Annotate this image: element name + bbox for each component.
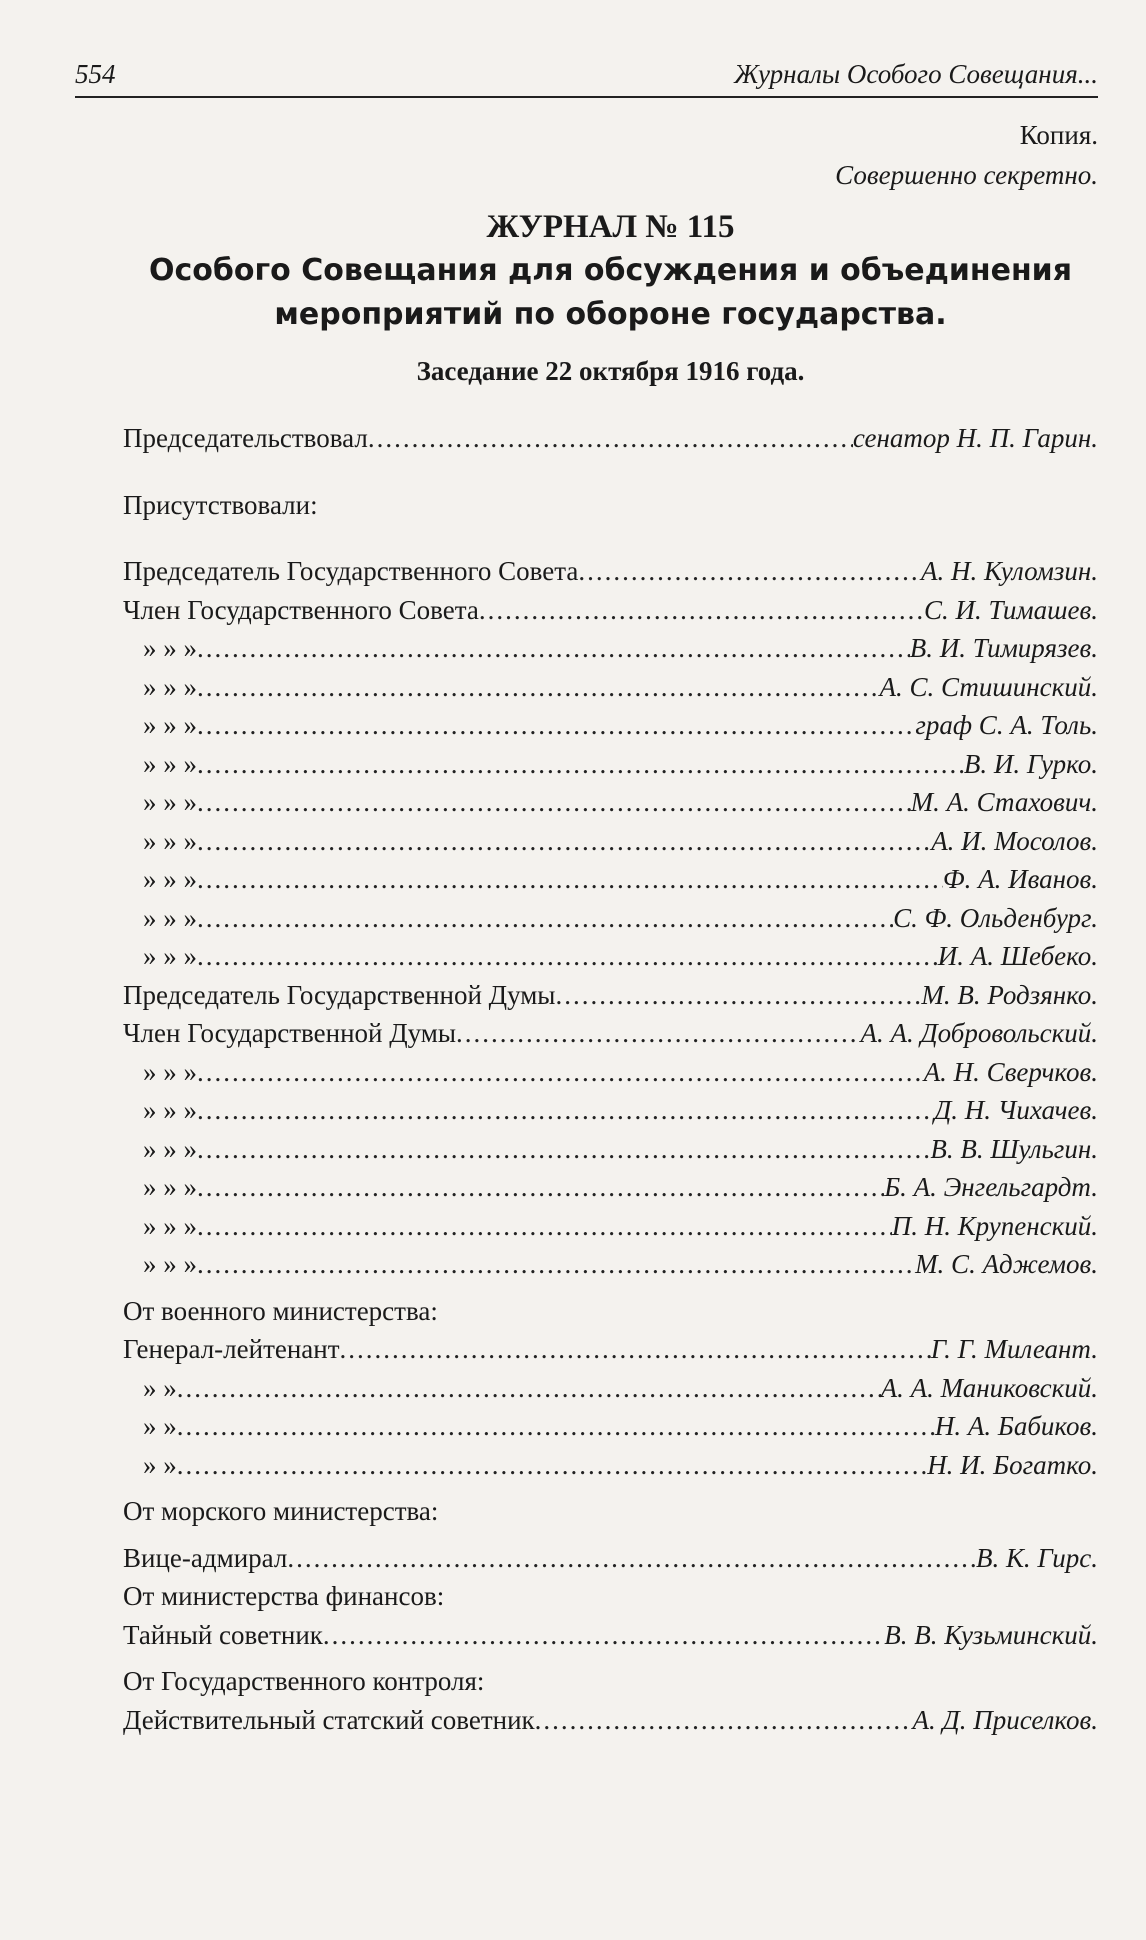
- leader-dots: [197, 783, 911, 822]
- attendee-name: А. Н. Куломзин.: [920, 556, 1098, 586]
- attendee-name: А. С. Стишинский.: [879, 671, 1098, 702]
- attendee-row: [123, 1701, 1098, 1740]
- leader-dots: [197, 1245, 915, 1284]
- attendee-position: » » »: [143, 748, 197, 779]
- attendee-row: [123, 1369, 1098, 1408]
- attendee-position: Председатель Государственной Думы: [123, 979, 556, 1010]
- chair-row: [123, 419, 1098, 458]
- attendee-row: [123, 1130, 1098, 1169]
- chair-name: сенатор Н. П. Гарин.: [852, 423, 1098, 453]
- attendee-row: [123, 1407, 1098, 1446]
- attendee-row: [123, 1091, 1098, 1130]
- leader-dots: [535, 1701, 913, 1740]
- attendee-name: А. А. Добровольский.: [860, 1018, 1098, 1048]
- present-label: Присутствовали:: [123, 489, 318, 520]
- leader-dots: [197, 899, 893, 938]
- attendee-row: [123, 706, 1098, 745]
- attendee-name: С. И. Тимашев.: [924, 594, 1098, 625]
- attendee-row: [123, 937, 1098, 976]
- attendee-name: С. Ф. Ольденбург.: [893, 902, 1098, 933]
- leader-dots: [197, 860, 943, 899]
- attendee-position: » » »: [143, 671, 197, 702]
- attendee-position: » » »: [143, 1133, 197, 1164]
- attendee-row: [123, 1168, 1098, 1207]
- attendee-position: » » »: [143, 633, 197, 663]
- war-ministry-list: [123, 1330, 1098, 1484]
- attendee-name: Г. Г. Милеант.: [930, 1334, 1098, 1364]
- attendee-position: » » »: [143, 710, 197, 740]
- leader-dots: [197, 937, 938, 976]
- attendee-name: В. В. Кузьминский.: [884, 1619, 1098, 1650]
- attendee-row: [123, 822, 1098, 861]
- attendee-row: [123, 899, 1098, 938]
- leader-dots: [197, 1091, 934, 1130]
- leader-dots: [368, 419, 853, 458]
- leader-dots: [323, 1616, 884, 1655]
- copy-mark: Копия.: [1019, 120, 1098, 150]
- attendee-name: В. К. Гирс.: [975, 1542, 1098, 1573]
- leader-dots: [197, 1207, 892, 1246]
- leader-dots: [340, 1330, 931, 1369]
- journal-title: ЖУРНАЛ № 115: [486, 209, 735, 245]
- journal-subtitle-line-2: мероприятий по обороне государства.: [274, 297, 947, 332]
- leader-dots: [555, 976, 921, 1015]
- attendee-name: В. И. Гурко.: [963, 748, 1098, 779]
- attendee-position: Тайный советник: [123, 1619, 323, 1650]
- attendee-position: » » »: [143, 1095, 197, 1125]
- attendee-name: А. И. Мосолов.: [931, 825, 1098, 856]
- attendee-position: Член Государственного Совета: [123, 594, 479, 625]
- attendee-name: Ф. А. Иванов.: [942, 864, 1098, 894]
- session-date: Заседание 22 октября 1916 года.: [416, 356, 805, 386]
- attendee-row: [123, 552, 1098, 591]
- attendee-name: А. Н. Сверчков.: [923, 1056, 1098, 1087]
- page-number: 554: [75, 59, 116, 89]
- attendee-name: А. А. Маниковский.: [880, 1372, 1098, 1403]
- attendee-name: А. Д. Приселков.: [912, 1704, 1098, 1735]
- attendee-name: Н. А. Бабиков.: [934, 1411, 1098, 1441]
- leader-dots: [197, 1130, 930, 1169]
- leader-dots: [578, 552, 921, 591]
- attendee-position: Председатель Государственного Совета: [123, 556, 579, 586]
- attendee-name: Б. А. Энгельгардт.: [884, 1172, 1098, 1202]
- attendee-position: » »: [143, 1449, 177, 1480]
- secret-mark: Совершенно секретно.: [835, 160, 1098, 190]
- attendee-position: » » »: [143, 1056, 197, 1087]
- attendee-row: [123, 1207, 1098, 1246]
- running-title: Журналы Особого Совещания...: [734, 59, 1098, 89]
- page-header: [75, 50, 1098, 98]
- attendee-row: [123, 668, 1098, 707]
- attendee-row: [123, 1330, 1098, 1369]
- leader-dots: [479, 591, 924, 630]
- attendee-position: » » »: [143, 902, 197, 933]
- leader-dots: [177, 1407, 935, 1446]
- document-body: [123, 115, 1098, 1739]
- attendee-row: [123, 1446, 1098, 1485]
- attendee-position: » » »: [143, 1249, 197, 1279]
- attendee-name: граф С. А. Толь.: [915, 710, 1098, 740]
- attendee-row: [123, 745, 1098, 784]
- leader-dots: [177, 1446, 927, 1485]
- attendee-row: [123, 1245, 1098, 1284]
- attendee-row: [123, 976, 1098, 1015]
- war-ministry-heading: От военного министерства:: [123, 1295, 438, 1326]
- attendee-name: И. А. Шебеко.: [937, 941, 1098, 971]
- attendee-name: В. В. Шульгин.: [930, 1133, 1098, 1164]
- leader-dots: [456, 1014, 860, 1053]
- leader-dots: [287, 1539, 976, 1578]
- attendee-row: [123, 783, 1098, 822]
- leader-dots: [177, 1369, 881, 1408]
- attendee-position: » » »: [143, 1210, 197, 1241]
- leader-dots: [197, 822, 931, 861]
- attendee-position: » » »: [143, 941, 197, 971]
- chair-label: Председательствовал: [123, 423, 368, 453]
- attendee-position: » » »: [143, 1172, 197, 1202]
- attendee-row: [123, 591, 1098, 630]
- attendee-name: Н. И. Богатко.: [927, 1449, 1098, 1480]
- attendee-position: » » »: [143, 864, 197, 894]
- attendee-row: [123, 860, 1098, 899]
- leader-dots: [197, 745, 964, 784]
- attendee-row: [123, 1014, 1098, 1053]
- finance-ministry-heading: От министерства финансов:: [123, 1581, 445, 1611]
- leader-dots: [197, 629, 910, 668]
- attendee-row: [123, 629, 1098, 668]
- journal-subtitle-line-1: Особого Совещания для обсуждения и объединения: [149, 253, 1072, 288]
- attendee-position: Действительный статский советник: [123, 1704, 535, 1735]
- attendee-position: » » »: [143, 787, 197, 817]
- leader-dots: [197, 1168, 884, 1207]
- attendee-row: [123, 1539, 1098, 1578]
- council-members-list: [123, 552, 1098, 976]
- attendee-position: Член Государственной Думы: [123, 1018, 457, 1048]
- leader-dots: [197, 706, 915, 745]
- attendee-name: М. С. Аджемов.: [915, 1249, 1098, 1279]
- attendee-name: В. И. Тимирязев.: [909, 633, 1098, 663]
- attendee-row: [123, 1053, 1098, 1092]
- attendee-position: Генерал-лейтенант: [123, 1334, 340, 1364]
- attendee-name: П. Н. Крупенский.: [891, 1210, 1098, 1241]
- attendee-name: Д. Н. Чихачев.: [934, 1095, 1098, 1125]
- attendee-position: » »: [143, 1411, 177, 1441]
- attendee-position: » »: [143, 1372, 177, 1403]
- leader-dots: [197, 668, 879, 707]
- duma-members-list: [123, 976, 1098, 1284]
- attendee-name: М. А. Стахович.: [910, 787, 1098, 817]
- attendee-name: М. В. Родзянко.: [921, 979, 1098, 1010]
- state-control-heading: От Государственного контроля:: [123, 1666, 485, 1696]
- attendee-row: [123, 1616, 1098, 1655]
- attendee-position: » » »: [143, 825, 197, 856]
- leader-dots: [197, 1053, 924, 1092]
- attendee-position: Вице-адмирал: [123, 1542, 288, 1573]
- naval-ministry-heading: От морского министерства:: [123, 1496, 439, 1526]
